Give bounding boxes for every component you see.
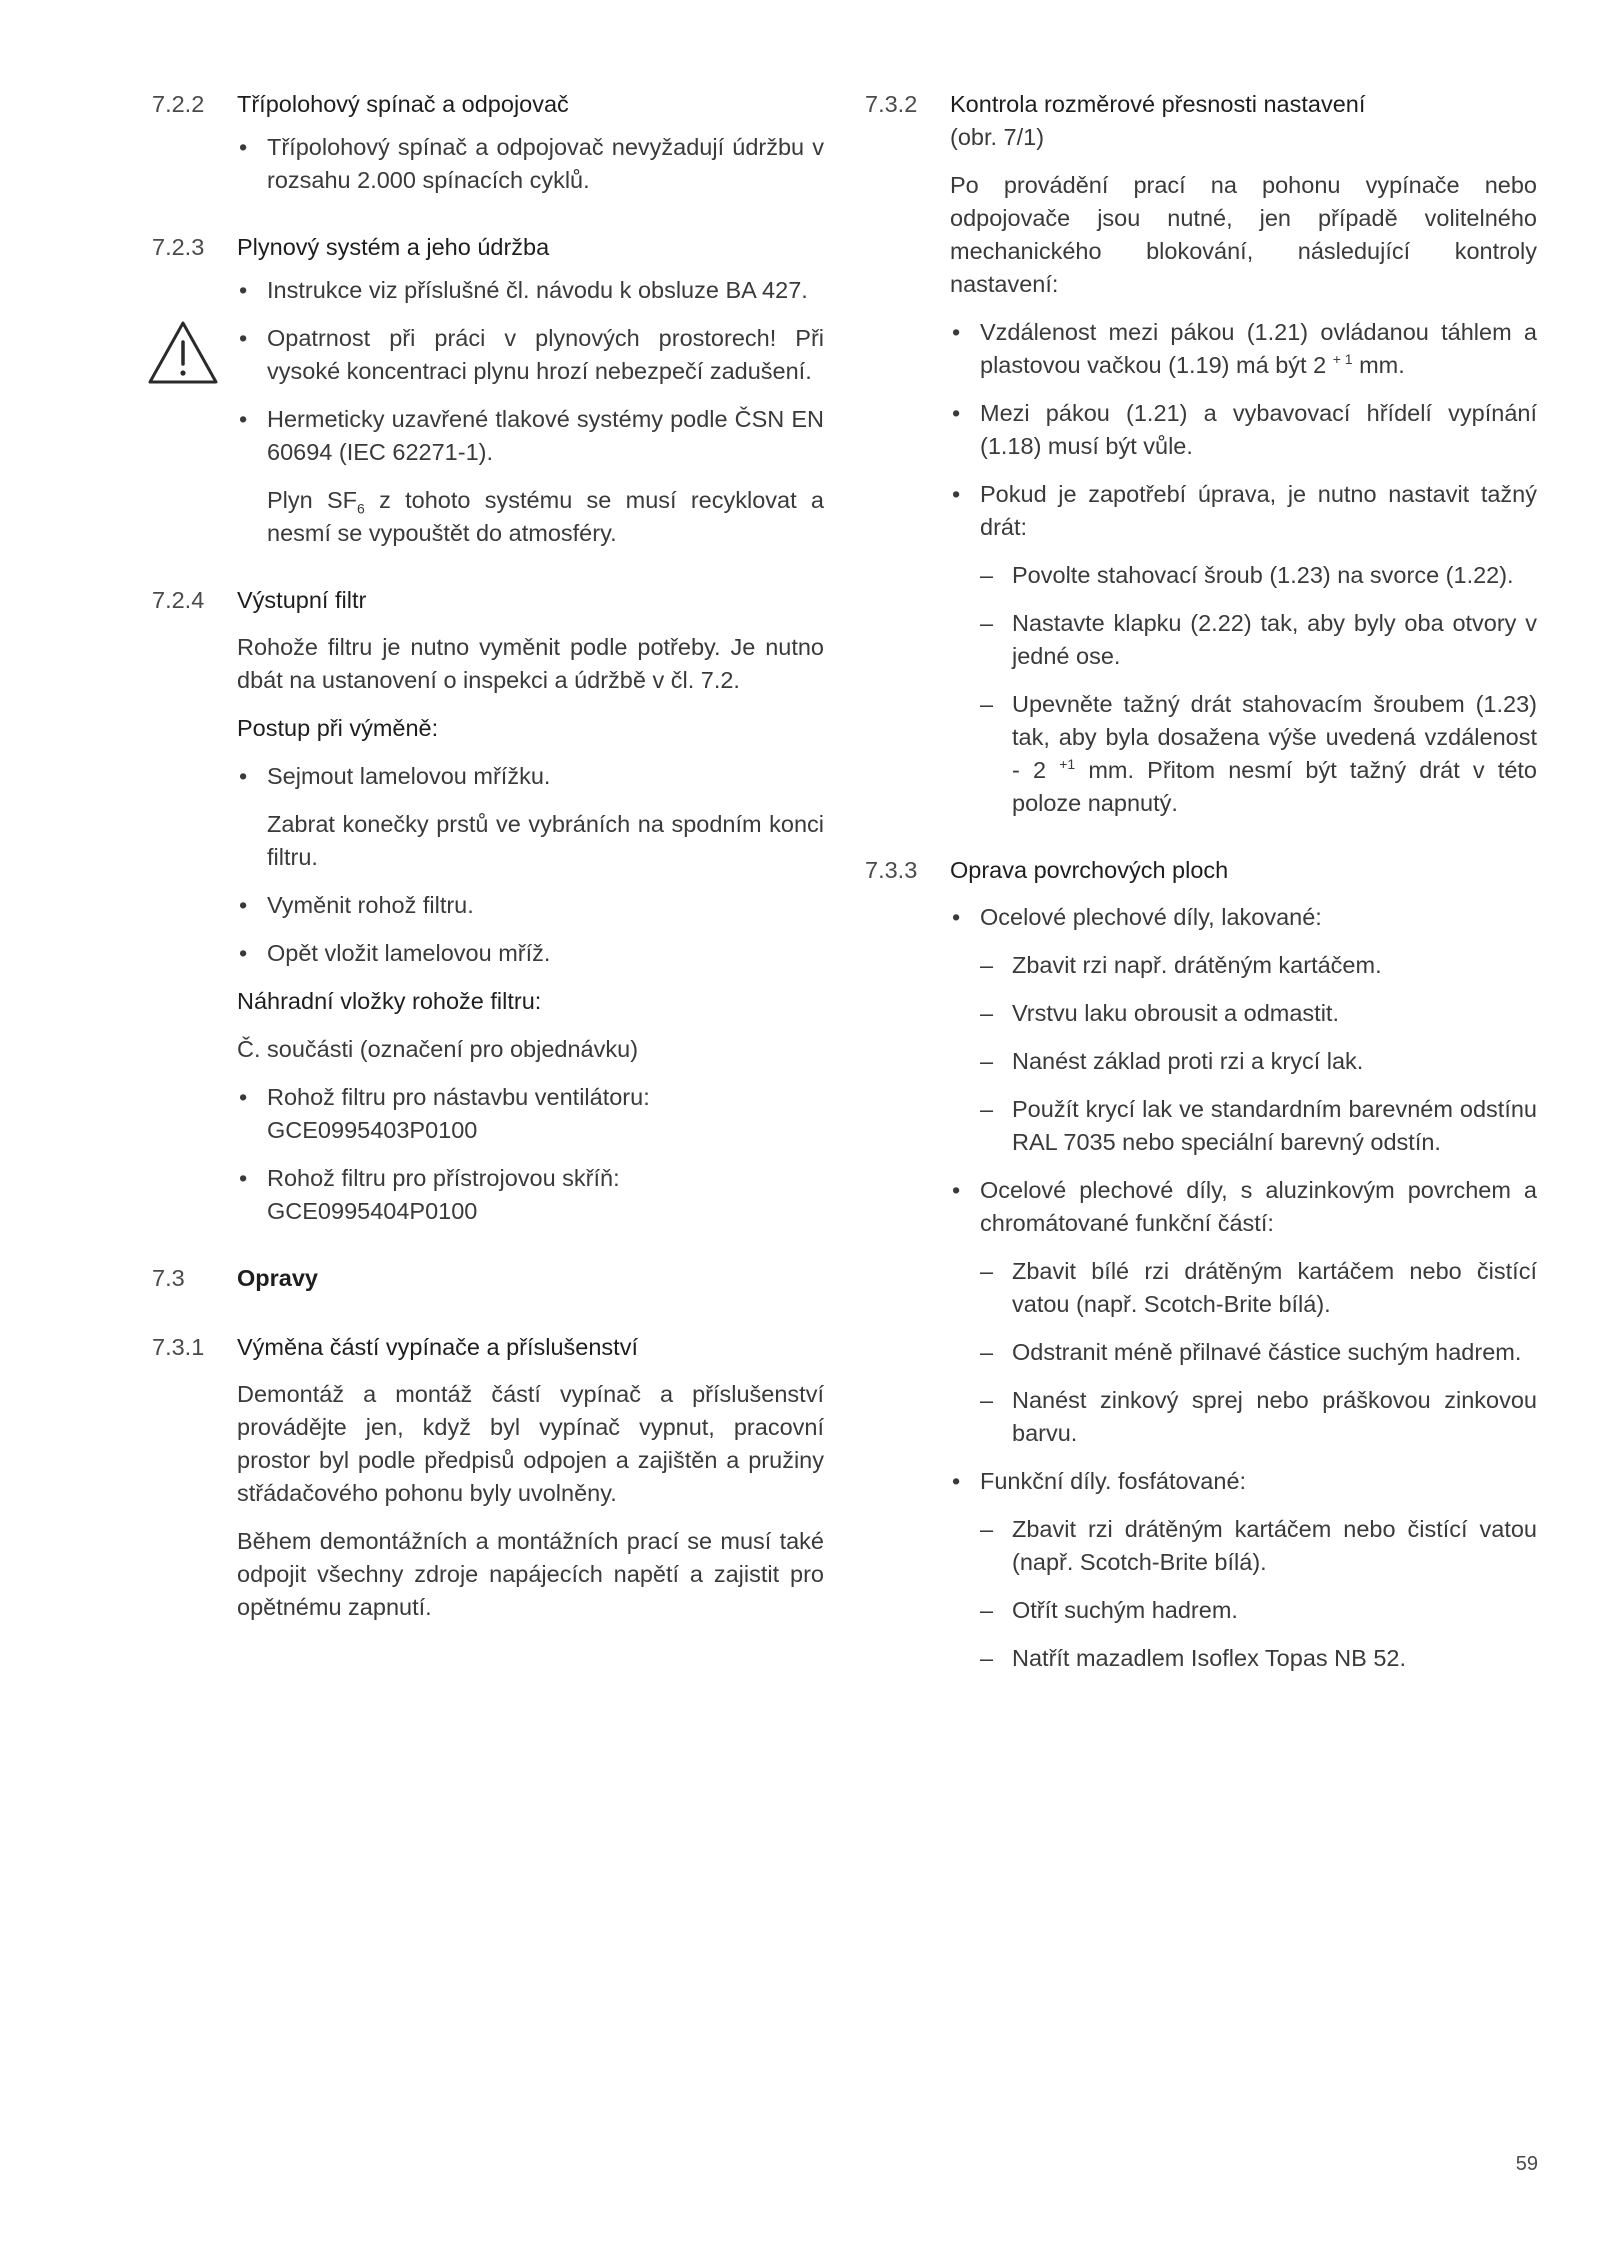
dash-item: – Nanést základ proti rzi a krycí lak.: [950, 1045, 1537, 1078]
section-heading: Výměna částí vypínače a příslušenství: [237, 1334, 638, 1360]
bullet-marker: •: [952, 904, 961, 930]
section-number: 7.2.3: [152, 234, 205, 260]
dash-marker: –: [980, 610, 994, 636]
dash-marker: –: [980, 562, 994, 588]
list-item: • Pokud je zapotřebí úprava, je nutno nastavit tažný drát:: [950, 478, 1537, 544]
section-number: 7.2.4: [152, 587, 205, 613]
dash-marker: –: [980, 1645, 994, 1671]
section-heading: Výstupní filtr: [237, 587, 367, 613]
dash-item: – Zbavit rzi drátěným kartáčem nebo čistící vatou (např. Scotch-Brite bílá).: [950, 1513, 1537, 1579]
paragraph: Demontáž a montáž částí vypínač a příslušenství provádějte jen, když byl vypínač vypnut, pracovní prostor byl podle předpisů odpojen a zajištěn a pružiny střádačového pohonu byly uvolněny.: [237, 1381, 824, 1506]
dash-item: – Nanést zinkový sprej nebo práškovou zinkovou barvu.: [950, 1384, 1537, 1450]
section-number: 7.3: [152, 1265, 185, 1291]
bullet-marker: •: [952, 1177, 961, 1203]
dash-marker: –: [980, 1048, 994, 1074]
section-7-2-4: [152, 584, 824, 1228]
dash-marker: –: [980, 1387, 994, 1413]
section-heading: Plynový systém a jeho údržba: [237, 234, 550, 260]
list-item: • Opatrnost při práci v plynových prostorech! Při vysoké koncentraci plynu hrozí nebezpečí zadušení.: [237, 322, 824, 388]
bullet-marker: •: [239, 134, 248, 160]
dash-item: – Vrstvu laku obrousit a odmastit.: [950, 997, 1537, 1030]
list-item: • Rohož filtru pro nástavbu ventilátoru: GCE0995403P0100: [237, 1081, 824, 1147]
dash-marker: –: [980, 1096, 994, 1122]
dash-marker: –: [980, 691, 994, 717]
page-number: 59: [1515, 2153, 1538, 2175]
section-7-2-3: [152, 231, 824, 550]
dash-item: – Upevněte tažný drát stahovacím šroubem (1.23) tak, aby byla dosažena výše uvedená vzdálenost - 2 $^{+1}$ mm. Přitom nesmí být tažný drát v této poloze napnutý.: [950, 688, 1537, 820]
dash-marker: –: [980, 952, 994, 978]
section-number: 7.3.3: [865, 857, 918, 883]
bullet-marker: •: [239, 940, 248, 966]
section-7-3: [152, 1262, 824, 1295]
list-item: • Sejmout lamelovou mřížku.: [237, 760, 824, 793]
paragraph: Zabrat konečky prstů ve vybráních na spodním konci filtru.: [267, 811, 824, 870]
paragraph-sf6: Plyn $SF_6$ z tohoto systému se musí recyklovat a nesmí se vypouštět do atmosféry.: [267, 487, 824, 546]
dash-item: – Zbavit rzi např. drátěným kartáčem.: [950, 949, 1537, 982]
warning-triangle-icon: [147, 320, 219, 386]
dash-marker: –: [980, 1597, 994, 1623]
dash-marker: –: [980, 1516, 994, 1542]
figure-reference: (obr. 7/1): [950, 124, 1045, 150]
list-item: • Funkční díly. fosfátované:: [950, 1465, 1537, 1498]
section-number: 7.3.1: [152, 1334, 205, 1360]
section-heading: Kontrola rozměrové přesnosti nastavení: [950, 91, 1366, 117]
section-heading: Třípolohový spínač a odpojovač: [237, 91, 569, 117]
section-7-3-3: [865, 854, 1537, 1675]
list-item: • Mezi pákou (1.21) a vybavovací hřídelí vypínání (1.18) musí být vůle.: [950, 397, 1537, 463]
dash-item: – Otřít suchým hadrem.: [950, 1594, 1537, 1627]
dash-item: – Použít krycí lak ve standardním barevném odstínu RAL 7035 nebo speciální barevný odstín.: [950, 1093, 1537, 1159]
section-heading: Opravy: [237, 1265, 318, 1291]
dash-marker: –: [980, 1258, 994, 1284]
section-7-3-1: [152, 1331, 824, 1624]
section-7-2-2: [152, 88, 824, 197]
bullet-marker: •: [239, 763, 248, 789]
list-item: • Rohož filtru pro přístrojovou skříň: GCE0995404P0100: [237, 1162, 824, 1228]
dash-item: – Povolte stahovací šroub (1.23) na svorce (1.22).: [950, 559, 1537, 592]
paragraph: Po provádění prací na pohonu vypínače nebo odpojovače jsou nutné, jen případě volitelného mechanického blokování, následující kontroly nastavení:: [950, 172, 1537, 297]
paragraph: Náhradní vložky rohože filtru:: [237, 988, 542, 1014]
dash-marker: –: [980, 1000, 994, 1026]
list-item: • Hermeticky uzavřené tlakové systémy podle ČSN EN 60694 (IEC 62271-1).: [237, 403, 824, 469]
list-item: • Vyměnit rohož filtru.: [237, 889, 824, 922]
list-item: • Opět vložit lamelovou mříž.: [237, 937, 824, 970]
section-heading: Oprava povrchových ploch: [950, 857, 1229, 883]
section-number: 7.3.2: [865, 91, 918, 117]
dash-item: – Natřít mazadlem Isoflex Topas NB 52.: [950, 1642, 1537, 1675]
bullet-marker: •: [952, 1468, 961, 1494]
list-item: • Ocelové plechové díly, s aluzinkovým povrchem a chromátované funkční částí:: [950, 1174, 1537, 1240]
paragraph: Během demontážních a montážních prací se musí také odpojit všechny zdroje napájecích napětí a zajistit pro opětnému zapnutí.: [237, 1528, 824, 1620]
dash-item: – Odstranit méně přilnavé částice suchým hadrem.: [950, 1336, 1537, 1369]
right-column: [865, 88, 1537, 1690]
section-number: 7.2.2: [152, 91, 205, 117]
section-7-3-2: [865, 88, 1537, 820]
bullet-marker: •: [239, 1165, 248, 1191]
list-item: • Vzdálenost mezi pákou (1.21) ovládanou táhlem a plastovou vačkou (1.19) má být 2 $^{+ 1}$ mm.: [950, 316, 1537, 382]
bullet-marker: •: [239, 277, 248, 303]
bullet-marker: •: [239, 892, 248, 918]
left-column: [152, 88, 824, 1639]
dash-marker: –: [980, 1339, 994, 1365]
paragraph: Rohože filtru je nutno vyměnit podle potřeby. Je nutno dbát na ustanovení o inspekci a údržbě v čl. 7.2.: [237, 634, 824, 693]
list-item: • Ocelové plechové díly, lakované:: [950, 901, 1537, 934]
bullet-marker: •: [239, 406, 248, 432]
list-item: • Instrukce viz příslušné čl. návodu k obsluze BA 427.: [237, 274, 824, 307]
bullet-marker: •: [952, 319, 961, 345]
paragraph: Postup při výměně:: [237, 715, 439, 741]
dash-item: – Zbavit bílé rzi drátěným kartáčem nebo čistící vatou (např. Scotch-Brite bílá).: [950, 1255, 1537, 1321]
paragraph: Č. součásti (označení pro objednávku): [237, 1036, 639, 1062]
dash-item: – Nastavte klapku (2.22) tak, aby byly oba otvory v jedné ose.: [950, 607, 1537, 673]
bullet-marker: •: [952, 400, 961, 426]
bullet-marker: •: [952, 481, 961, 507]
list-item: • Třípolohový spínač a odpojovač nevyžadují údržbu v rozsahu 2.000 spínacích cyklů.: [237, 131, 824, 197]
bullet-marker: •: [239, 1084, 248, 1110]
bullet-marker: •: [239, 325, 248, 351]
